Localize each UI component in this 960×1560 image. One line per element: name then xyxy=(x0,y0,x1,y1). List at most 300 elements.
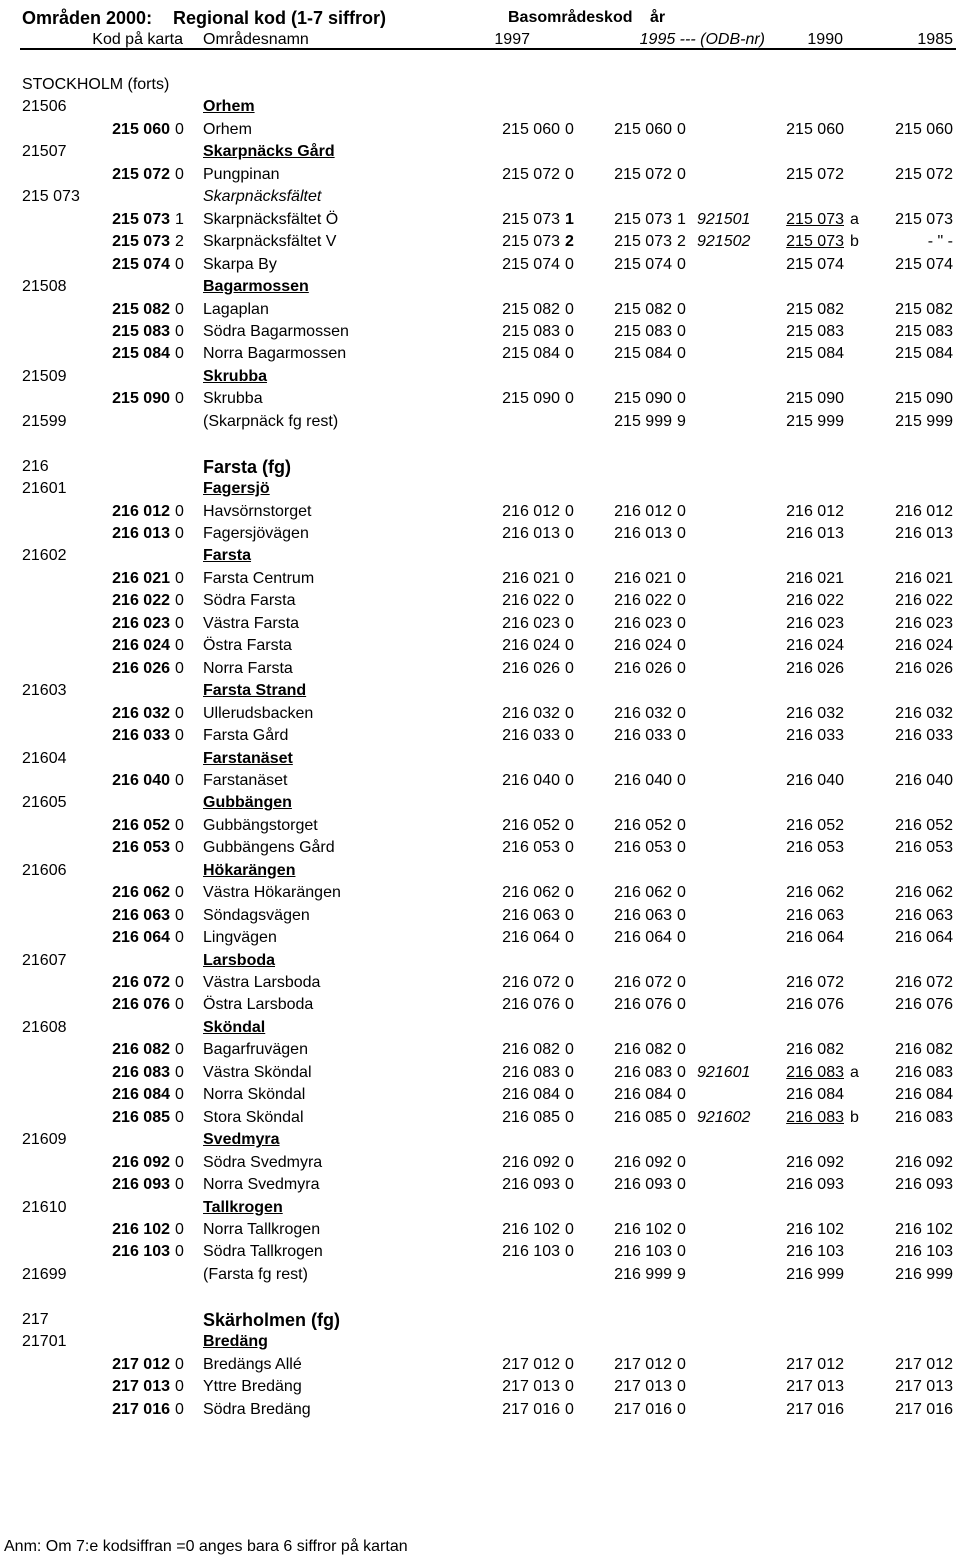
code-1985: 216 103 xyxy=(895,1243,953,1261)
table-row xyxy=(0,770,960,792)
sub-area-name: Stora Sköndal xyxy=(203,1108,304,1126)
code-1990: 216 083 xyxy=(786,1108,844,1126)
code-1990: 216 064 xyxy=(786,929,844,947)
area-code: 21603 xyxy=(22,682,67,700)
sub-area-name: Västra Sköndal xyxy=(203,1063,312,1081)
code-1997-digit: 0 xyxy=(565,727,574,745)
code-1990: 215 073 xyxy=(786,233,844,251)
code-1997: 215 073 xyxy=(502,233,560,251)
code-1995-digit: 0 xyxy=(677,345,686,363)
code-1995: 216 023 xyxy=(614,614,672,632)
map-code: 216 103 xyxy=(112,1243,170,1261)
code-1997-digit: 0 xyxy=(565,345,574,363)
code-1995-digit: 0 xyxy=(677,1243,686,1261)
sub-area-name: Södra Farsta xyxy=(203,592,296,610)
map-code-digit: 0 xyxy=(175,322,184,340)
map-code: 216 033 xyxy=(112,727,170,745)
code-1985: - " - xyxy=(927,233,953,251)
code-1985: 216 026 xyxy=(895,659,953,677)
table-row xyxy=(0,1039,960,1061)
code-1995: 216 040 xyxy=(614,771,672,789)
code-1990: 216 022 xyxy=(786,592,844,610)
code-1985: 216 102 xyxy=(895,1220,953,1238)
table-row xyxy=(0,703,960,725)
code-1997-digit: 0 xyxy=(565,929,574,947)
code-1995: 215 083 xyxy=(614,322,672,340)
code-1997-digit: 0 xyxy=(565,884,574,902)
sub-area-name: Norra Tallkrogen xyxy=(203,1220,321,1238)
district-code: 216 xyxy=(22,457,49,475)
map-code-digit: 0 xyxy=(175,1400,184,1418)
rest-code: 21599 xyxy=(22,412,67,430)
code-1995: 216 022 xyxy=(614,592,672,610)
section-heading xyxy=(0,74,960,96)
sub-area-name: Orhem xyxy=(203,120,252,138)
code-1985: 216 040 xyxy=(895,771,953,789)
area-name: Larsboda xyxy=(203,951,276,969)
col-header-1990: 1990 xyxy=(807,31,843,48)
code-1990: 215 074 xyxy=(786,255,844,273)
table-row xyxy=(0,725,960,747)
code-1995: 216 013 xyxy=(614,525,672,542)
code-1995: 217 016 xyxy=(614,1400,672,1418)
code-1997: 216 012 xyxy=(502,502,560,520)
map-code: 216 082 xyxy=(112,1041,170,1059)
area-row xyxy=(0,792,960,814)
area-code: 21701 xyxy=(22,1333,67,1351)
area-name: Skarpnäcks Gård xyxy=(203,143,335,161)
code-1995-digit: 0 xyxy=(677,502,686,520)
rest-code: 21699 xyxy=(22,1265,67,1283)
code-1990: 216 033 xyxy=(786,727,844,745)
code-1997: 215 090 xyxy=(502,390,560,408)
code-1997-digit: 0 xyxy=(565,1400,574,1418)
table-row xyxy=(0,1084,960,1106)
code-1997-digit: 0 xyxy=(565,1108,574,1126)
code-1995: 216 084 xyxy=(614,1086,672,1104)
code-1997: 215 074 xyxy=(502,255,560,273)
code-1990: 216 063 xyxy=(786,906,844,924)
code-1985: 216 083 xyxy=(895,1063,953,1081)
code-1995-digit: 0 xyxy=(677,1220,686,1238)
sub-area-name: Farsta Centrum xyxy=(203,569,315,587)
sub-area-name: Norra Svedmyra xyxy=(203,1176,320,1194)
code-1985: 216 072 xyxy=(895,974,953,991)
code-1995: 216 053 xyxy=(614,839,672,857)
table-row xyxy=(0,388,960,410)
area-row xyxy=(0,1197,960,1219)
area-code: 21607 xyxy=(22,951,67,969)
code-1985: 215 082 xyxy=(895,300,953,318)
code-1995: 215 090 xyxy=(614,390,672,408)
code-1990: 216 092 xyxy=(786,1153,844,1171)
area-row xyxy=(0,545,960,567)
code-1997-digit: 0 xyxy=(565,614,574,632)
code-1997-digit: 1 xyxy=(565,210,574,228)
code-1995-digit: 0 xyxy=(677,906,686,924)
map-code-digit: 2 xyxy=(175,233,184,251)
area-code: 21608 xyxy=(22,1018,67,1036)
table-row xyxy=(0,231,960,253)
code-1990: 216 032 xyxy=(786,704,844,722)
area-code: 21506 xyxy=(22,98,67,116)
code-1995: 216 021 xyxy=(614,569,672,587)
area-code: 21509 xyxy=(22,367,67,385)
map-code: 215 072 xyxy=(112,165,170,183)
code-1990: 216 021 xyxy=(786,569,844,587)
code-1997: 215 060 xyxy=(502,120,560,138)
code-1995-digit: 0 xyxy=(677,1378,686,1396)
code-1997-digit: 0 xyxy=(565,1355,574,1373)
code-1997: 216 082 xyxy=(502,1041,560,1059)
map-code: 217 013 xyxy=(112,1378,170,1396)
sub-area-name: Skarpa By xyxy=(203,255,277,273)
code-1995: 215 060 xyxy=(614,120,672,138)
code-1995: 216 082 xyxy=(614,1041,672,1059)
sub-area-name: Söndagsvägen xyxy=(203,906,310,924)
code-1995-digit: 0 xyxy=(677,1400,686,1418)
code-1995: 216 103 xyxy=(614,1243,672,1261)
map-code: 216 092 xyxy=(112,1153,170,1171)
sub-area-name: Gubbängstorget xyxy=(203,816,318,834)
code-1995: 216 062 xyxy=(614,884,672,902)
code-1985: 215 084 xyxy=(895,345,953,363)
sub-area-name: Farsta Gård xyxy=(203,727,289,745)
header-regional-code: Regional kod (1-7 siffror) xyxy=(173,8,387,28)
code-1997: 217 012 xyxy=(502,1355,560,1373)
code-1995-digit: 0 xyxy=(677,637,686,655)
code-1995-digit: 0 xyxy=(677,1355,686,1373)
code-1997-digit: 0 xyxy=(565,974,574,991)
code-1997: 216 076 xyxy=(502,996,560,1014)
map-code: 216 012 xyxy=(112,502,170,520)
district-row xyxy=(0,456,960,478)
sub-area-name: Skrubba xyxy=(203,390,263,408)
code-1997: 216 084 xyxy=(502,1086,560,1104)
district-code: 217 xyxy=(22,1310,49,1328)
code-1985: 216 032 xyxy=(895,704,953,722)
map-code: 216 023 xyxy=(112,614,170,632)
code-1995: 216 083 xyxy=(614,1063,672,1081)
code-1995-digit: 0 xyxy=(677,1176,686,1194)
area-code: 21604 xyxy=(22,749,67,767)
code-1997-digit: 0 xyxy=(565,659,574,677)
code-1997-digit: 0 xyxy=(565,1063,574,1081)
code-1995-digit: 9 xyxy=(677,1265,686,1283)
col-header-1995: 1995 --- (ODB-nr) xyxy=(639,31,765,48)
sub-area-name: Farstanäset xyxy=(203,771,288,789)
code-1985: 216 013 xyxy=(895,525,953,542)
map-code: 215 073 xyxy=(112,210,170,228)
map-code-digit: 0 xyxy=(175,816,184,834)
code-1990: 215 072 xyxy=(786,165,844,183)
table-row xyxy=(0,343,960,365)
map-code-digit: 0 xyxy=(175,1063,184,1081)
map-code: 216 063 xyxy=(112,906,170,924)
table-row xyxy=(0,568,960,590)
district-row xyxy=(0,1309,960,1331)
code-1985: 216 053 xyxy=(895,839,953,857)
area-row xyxy=(0,186,960,208)
code-1997-digit: 0 xyxy=(565,300,574,318)
code-1995: 215 073 xyxy=(614,233,672,251)
code-1990: 216 053 xyxy=(786,839,844,857)
map-code-digit: 0 xyxy=(175,771,184,789)
code-1995-digit: 0 xyxy=(677,974,686,991)
sub-area-name: Ullerudsbacken xyxy=(203,704,314,722)
area-code: 21601 xyxy=(22,480,67,498)
code-1997: 216 053 xyxy=(502,839,560,857)
code-1990-suffix: a xyxy=(850,1063,859,1081)
code-1985: 216 063 xyxy=(895,906,953,924)
code-1997-digit: 0 xyxy=(565,1041,574,1059)
code-1995-digit: 0 xyxy=(677,996,686,1014)
code-1997: 216 023 xyxy=(502,614,560,632)
code-1990: 216 103 xyxy=(786,1243,844,1261)
code-1990-suffix: b xyxy=(850,1108,859,1126)
code-1997-digit: 0 xyxy=(565,322,574,340)
code-1997-digit: 0 xyxy=(565,1153,574,1171)
code-1985: 215 073 xyxy=(895,210,953,228)
map-code-digit: 0 xyxy=(175,727,184,745)
code-1990: 216 062 xyxy=(786,884,844,902)
code-1997-digit: 0 xyxy=(565,525,574,542)
map-code: 216 024 xyxy=(112,637,170,655)
area-row xyxy=(0,478,960,500)
code-1997-digit: 0 xyxy=(565,771,574,789)
section-title: STOCKHOLM (forts) xyxy=(22,76,170,93)
code-1997-digit: 0 xyxy=(565,255,574,273)
code-1995-digit: 2 xyxy=(677,233,686,251)
code-1985: 215 074 xyxy=(895,255,953,273)
code-1995-digit: 0 xyxy=(677,659,686,677)
code-1990: 216 072 xyxy=(786,974,844,991)
map-code-digit: 0 xyxy=(175,1108,184,1126)
code-1997: 216 103 xyxy=(502,1243,560,1261)
footnote: Anm: Om 7:e kodsiffran =0 anges bara 6 siffror på kartan xyxy=(4,1538,408,1555)
col-header-area-name: Områdesnamn xyxy=(203,31,309,48)
map-code: 216 084 xyxy=(112,1086,170,1104)
code-1985: 215 090 xyxy=(895,390,953,408)
code-1997: 216 026 xyxy=(502,659,560,677)
table-row xyxy=(0,1354,960,1376)
code-1990: 216 093 xyxy=(786,1176,844,1194)
code-1990-suffix: a xyxy=(850,210,859,228)
code-1997-digit: 0 xyxy=(565,1378,574,1396)
code-1995: 216 076 xyxy=(614,996,672,1014)
map-code-digit: 0 xyxy=(175,255,184,273)
code-1995-digit: 0 xyxy=(677,1108,686,1126)
code-1990: 216 083 xyxy=(786,1063,844,1081)
table-row xyxy=(0,1399,960,1421)
sub-area-name: Lagaplan xyxy=(203,300,269,318)
area-row xyxy=(0,1331,960,1353)
map-code-digit: 0 xyxy=(175,996,184,1014)
table-row xyxy=(0,1219,960,1241)
table-row xyxy=(0,837,960,859)
map-code: 216 021 xyxy=(112,569,170,587)
map-code-digit: 0 xyxy=(175,906,184,924)
code-1997-digit: 0 xyxy=(565,569,574,587)
sub-area-name: Pungpinan xyxy=(203,165,280,183)
code-1995: 216 052 xyxy=(614,816,672,834)
code-1997-digit: 0 xyxy=(565,390,574,408)
map-code: 216 052 xyxy=(112,816,170,834)
code-1985: 216 084 xyxy=(895,1086,953,1104)
code-1995: 215 999 xyxy=(614,412,672,430)
area-code: 215 073 xyxy=(22,188,80,206)
code-1995: 217 012 xyxy=(614,1355,672,1373)
sub-area-name: Södra Bagarmossen xyxy=(203,322,349,340)
map-code: 216 083 xyxy=(112,1063,170,1081)
code-1997-digit: 0 xyxy=(565,165,574,183)
code-1995-digit: 0 xyxy=(677,300,686,318)
map-code: 216 032 xyxy=(112,704,170,722)
sub-area-name: Yttre Bredäng xyxy=(203,1378,302,1396)
map-code-digit: 0 xyxy=(175,1086,184,1104)
map-code-digit: 0 xyxy=(175,502,184,520)
col-header-1985: 1985 xyxy=(917,31,953,48)
table-row xyxy=(0,523,960,545)
map-code: 216 076 xyxy=(112,996,170,1014)
area-name: Farstanäset xyxy=(203,749,293,767)
code-1990: 217 016 xyxy=(786,1400,844,1418)
code-1990: 216 013 xyxy=(786,525,844,542)
map-code: 217 016 xyxy=(112,1400,170,1418)
sub-area-name: Skarpnäcksfältet V xyxy=(203,233,337,251)
code-1985: 216 021 xyxy=(895,569,953,587)
map-code-digit: 0 xyxy=(175,390,184,408)
area-name: Farsta xyxy=(203,547,252,565)
map-code: 217 012 xyxy=(112,1355,170,1373)
code-1985: 216 024 xyxy=(895,637,953,655)
code-1990: 215 073 xyxy=(786,210,844,228)
code-1995-digit: 0 xyxy=(677,884,686,902)
table-row xyxy=(0,590,960,612)
table-row xyxy=(0,613,960,635)
code-1997-digit: 0 xyxy=(565,996,574,1014)
odb-number: 921501 xyxy=(697,210,751,228)
map-code: 215 084 xyxy=(112,345,170,363)
table-row xyxy=(0,164,960,186)
table-row xyxy=(0,972,960,994)
area-name: Tallkrogen xyxy=(203,1198,283,1216)
table-row xyxy=(0,1152,960,1174)
code-1997: 216 033 xyxy=(502,727,560,745)
code-1995-digit: 0 xyxy=(677,771,686,789)
map-code-digit: 1 xyxy=(175,210,184,228)
map-code-digit: 0 xyxy=(175,165,184,183)
code-1997: 216 013 xyxy=(502,525,560,542)
code-1997: 216 085 xyxy=(502,1108,560,1126)
map-code: 216 102 xyxy=(112,1220,170,1238)
sub-area-name: Västra Farsta xyxy=(203,614,300,632)
area-code: 21606 xyxy=(22,861,67,879)
map-code-digit: 0 xyxy=(175,614,184,632)
area-name: Farsta Strand xyxy=(203,682,307,700)
header-divider xyxy=(20,48,956,50)
code-1985: 216 023 xyxy=(895,614,953,632)
code-1997-digit: 0 xyxy=(565,1086,574,1104)
table-row xyxy=(0,1107,960,1129)
blank-row xyxy=(0,1286,960,1308)
sub-area-name: Gubbängens Gård xyxy=(203,839,335,857)
code-1990-suffix: b xyxy=(850,233,859,251)
code-1997: 216 064 xyxy=(502,929,560,947)
area-row xyxy=(0,1129,960,1151)
area-name: Bagarmossen xyxy=(203,278,309,296)
code-1995-digit: 0 xyxy=(677,120,686,138)
code-1995: 215 084 xyxy=(614,345,672,363)
header-row-1 xyxy=(0,6,960,28)
map-code: 216 093 xyxy=(112,1176,170,1194)
code-1997: 216 063 xyxy=(502,906,560,924)
code-1995-digit: 1 xyxy=(677,210,686,228)
code-1985: 217 012 xyxy=(895,1355,953,1373)
map-code: 215 060 xyxy=(112,120,170,138)
code-1997: 216 102 xyxy=(502,1220,560,1238)
table-row xyxy=(0,1241,960,1263)
code-1997: 216 052 xyxy=(502,816,560,834)
rest-name: (Skarpnäck fg rest) xyxy=(203,412,339,430)
code-1995: 216 024 xyxy=(614,637,672,655)
code-1995: 215 074 xyxy=(614,255,672,273)
code-1985: 215 060 xyxy=(895,120,953,138)
code-1997: 216 024 xyxy=(502,637,560,655)
map-code-digit: 0 xyxy=(175,1176,184,1194)
area-name: Hökarängen xyxy=(203,861,296,879)
area-name: Svedmyra xyxy=(203,1131,280,1149)
code-1995-digit: 0 xyxy=(677,1153,686,1171)
code-1995-digit: 0 xyxy=(677,255,686,273)
code-1997-digit: 0 xyxy=(565,704,574,722)
odb-number: 921502 xyxy=(697,233,751,251)
code-1985: 215 072 xyxy=(895,165,953,183)
map-code: 216 085 xyxy=(112,1108,170,1126)
map-code-digit: 0 xyxy=(175,1220,184,1238)
map-code-digit: 0 xyxy=(175,1378,184,1396)
area-name: Orhem xyxy=(203,98,255,116)
rest-row xyxy=(0,1264,960,1286)
sub-area-name: Fagersjövägen xyxy=(203,525,309,542)
code-1997: 216 083 xyxy=(502,1063,560,1081)
table-row xyxy=(0,321,960,343)
code-1997: 216 093 xyxy=(502,1176,560,1194)
code-1995-digit: 0 xyxy=(677,1041,686,1059)
map-code: 216 072 xyxy=(112,974,170,991)
area-name: Skarpnäcksfältet xyxy=(203,188,322,206)
code-1995-digit: 0 xyxy=(677,569,686,587)
area-code: 21610 xyxy=(22,1198,67,1216)
map-code-digit: 0 xyxy=(175,300,184,318)
sub-area-name: Östra Larsboda xyxy=(203,996,314,1014)
code-1995: 216 063 xyxy=(614,906,672,924)
area-row xyxy=(0,1017,960,1039)
sub-area-name: Södra Bredäng xyxy=(203,1400,311,1418)
table-row xyxy=(0,994,960,1016)
area-row xyxy=(0,748,960,770)
header-title: Områden 2000: xyxy=(22,8,153,28)
sub-area-name: Lingvägen xyxy=(203,929,277,947)
code-1995: 216 999 xyxy=(614,1265,672,1283)
code-1990: 216 012 xyxy=(786,502,844,520)
district-name: Farsta (fg) xyxy=(203,456,292,477)
code-1985: 216 033 xyxy=(895,727,953,745)
area-row xyxy=(0,276,960,298)
code-1985: 215 999 xyxy=(895,412,953,430)
area-row xyxy=(0,366,960,388)
code-1985: 216 052 xyxy=(895,816,953,834)
